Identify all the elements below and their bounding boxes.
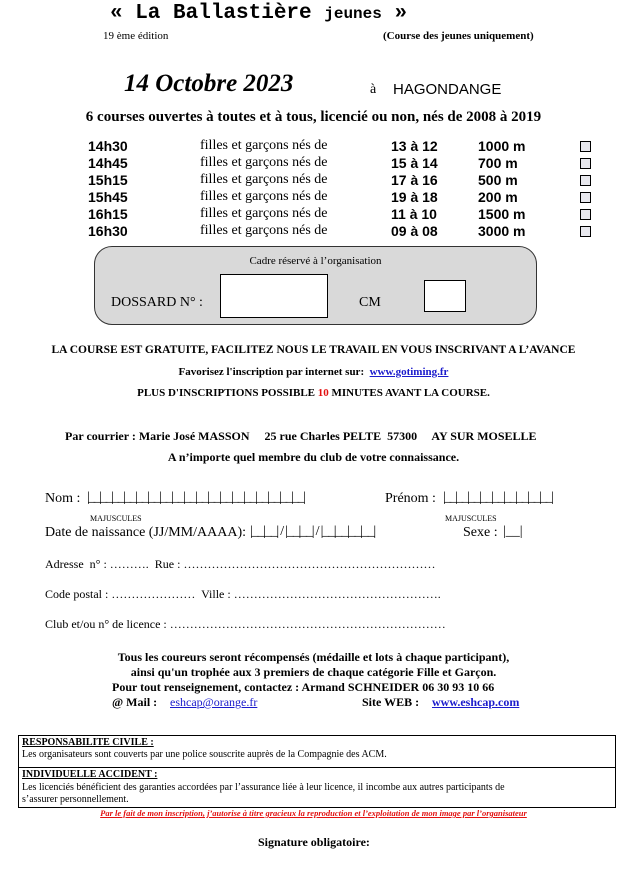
rc-text: Les organisateurs sont couverts par une police souscrite auprès de la Compagnie des ACM. [22,749,387,760]
race-desc: filles et garçons nés de [200,206,328,221]
race-row [0,155,627,171]
race-checkbox[interactable] [580,209,591,220]
info-rewards: Tous les coureurs seront récompensés (médaille et lots à chaque participant), [117,650,510,664]
mail-link[interactable]: eshcap@orange.fr [170,695,258,709]
info-trophy: ainsi qu'un trophée aux 3 premiers de chaque catégorie Fille et Garçon. [130,665,497,679]
rc-title: RESPONSABILITE CIVILE : [22,737,154,748]
prenom-label: Prénom : [385,491,436,506]
internet-notice [0,366,627,378]
majuscules-hint: MAJUSCULES [445,514,497,523]
birth-input[interactable]: |__|__| / |__|__| / |__|__|__|__| [250,524,376,539]
race-row [0,172,627,188]
free-race-notice: LA COURSE EST GRATUITE, FACILITEZ NOUS LE TRAVAIL EN VOUS INSCRIVANT A L’AVANCE [51,344,576,356]
mail-address: Par courrier : Marie José MASSON 25 rue Charles PELTE 57300 AY SUR MOSELLE [65,429,537,443]
event-subtitle: 6 courses ouvertes à toutes et à tous, licencié ou non, nés de 2008 à 2019 [85,109,542,125]
cm-field[interactable] [424,280,466,312]
birth-label: Date de naissance (JJ/MM/AAAA): [45,525,247,540]
race-distance: 3000 m [478,223,526,239]
mail-label: @ Mail : [112,695,158,709]
race-checkbox[interactable] [580,158,591,169]
race-desc: filles et garçons nés de [200,189,328,204]
signature-label: Signature obligatoire: [258,835,370,849]
ia-text-1: Les licenciés bénéficient des garanties accordées par l’assurance liée à leur licence, il incombe aux autres participants de [22,782,505,793]
web-link[interactable]: www.eshcap.com [432,695,520,709]
race-time: 16h15 [88,206,128,222]
gotiming-link[interactable]: www.gotiming.fr [369,366,449,378]
race-years: 13 à 12 [391,138,438,154]
race-desc: filles et garçons nés de [200,155,328,170]
prenom-input[interactable]: |__|__|__|__|__|__|__|__|__| [443,490,553,505]
ia-text-2: s’assurer personnellement. [22,794,129,805]
club-notice: A n’importe quel membre du club de votre connaissance. [167,450,460,464]
race-checkbox[interactable] [580,226,591,237]
race-time: 16h30 [88,223,128,239]
event-title [110,2,407,25]
race-time: 15h45 [88,189,128,205]
majuscules-hint: MAJUSCULES [90,514,142,523]
race-years: 19 à 18 [391,189,438,205]
dossard-field[interactable] [220,274,328,318]
race-distance: 1000 m [478,138,526,154]
deadline-notice [0,387,627,399]
event-date: 14 Octobre 2023 [124,70,294,97]
web-label: Site WEB : [362,695,420,709]
race-distance: 200 m [478,189,518,205]
info-contact: Pour tout renseignement, contactez : Armand SCHNEIDER 06 30 93 10 66 [112,680,495,694]
nom-label: Nom : [45,491,81,506]
race-distance: 1500 m [478,206,526,222]
legal-box [18,735,616,808]
race-desc: filles et garçons nés de [200,223,328,238]
at-label: à [370,82,377,97]
race-years: 11 à 10 [391,206,437,222]
race-desc: filles et garçons nés de [200,138,328,153]
deadline-before: PLUS D'INSCRIPTIONS POSSIBLE [137,387,316,399]
race-distance: 500 m [478,172,518,188]
race-checkbox[interactable] [580,192,591,203]
dossard-label: DOSSARD N° : [111,295,203,310]
internet-label: Favorisez l'inscription par internet sur: [178,366,365,378]
race-row [0,223,627,239]
course-note: (Course des jeunes uniquement) [383,30,534,42]
ia-title: INDIVIDUELLE ACCIDENT : [22,769,158,780]
race-row [0,138,627,154]
race-time: 14h45 [88,155,128,171]
postal-field[interactable]: Code postal : ………………… Ville : ……………………………………………. [45,587,441,601]
deadline-after: MINUTES AVANT LA COURSE. [331,387,490,399]
organisation-box-label: Cadre réservé à l’organisation [249,255,382,267]
title-main: « La Ballastière [110,2,312,25]
title-jeunes: jeunes [324,5,382,23]
race-time: 14h30 [88,138,128,154]
deadline-minutes: 10 [317,387,329,399]
legal-divider [19,767,615,768]
race-years: 17 à 16 [391,172,438,188]
nom-input[interactable]: |__|__|__|__|__|__|__|__|__|__|__|__|__|__|__|__|__|__| [87,490,305,505]
edition-label: 19 ème édition [103,30,169,42]
cm-label: CM [359,295,381,310]
race-row [0,206,627,222]
race-row [0,189,627,205]
race-checkbox[interactable] [580,141,591,152]
race-desc: filles et garçons nés de [200,172,328,187]
adresse-field[interactable]: Adresse n° : ………. Rue : ……………………………………………………… [45,557,436,571]
licence-field[interactable]: Club et/ou n° de licence : …………………………………………………………… [45,617,446,631]
race-time: 15h15 [88,172,128,188]
image-rights-notice: Par le fait de mon inscription, j’autorise à titre gracieux la reproduction et l’exploitation de mon image par l’organisateur [100,808,527,818]
event-city: HAGONDANGE [393,81,502,98]
sexe-label: Sexe : [463,525,498,540]
race-years: 15 à 14 [391,155,438,171]
sexe-input[interactable]: |__| [503,524,523,539]
race-checkbox[interactable] [580,175,591,186]
organisation-box [94,246,537,325]
race-distance: 700 m [478,155,518,171]
race-years: 09 à 08 [391,223,438,239]
title-close: » [394,2,408,25]
